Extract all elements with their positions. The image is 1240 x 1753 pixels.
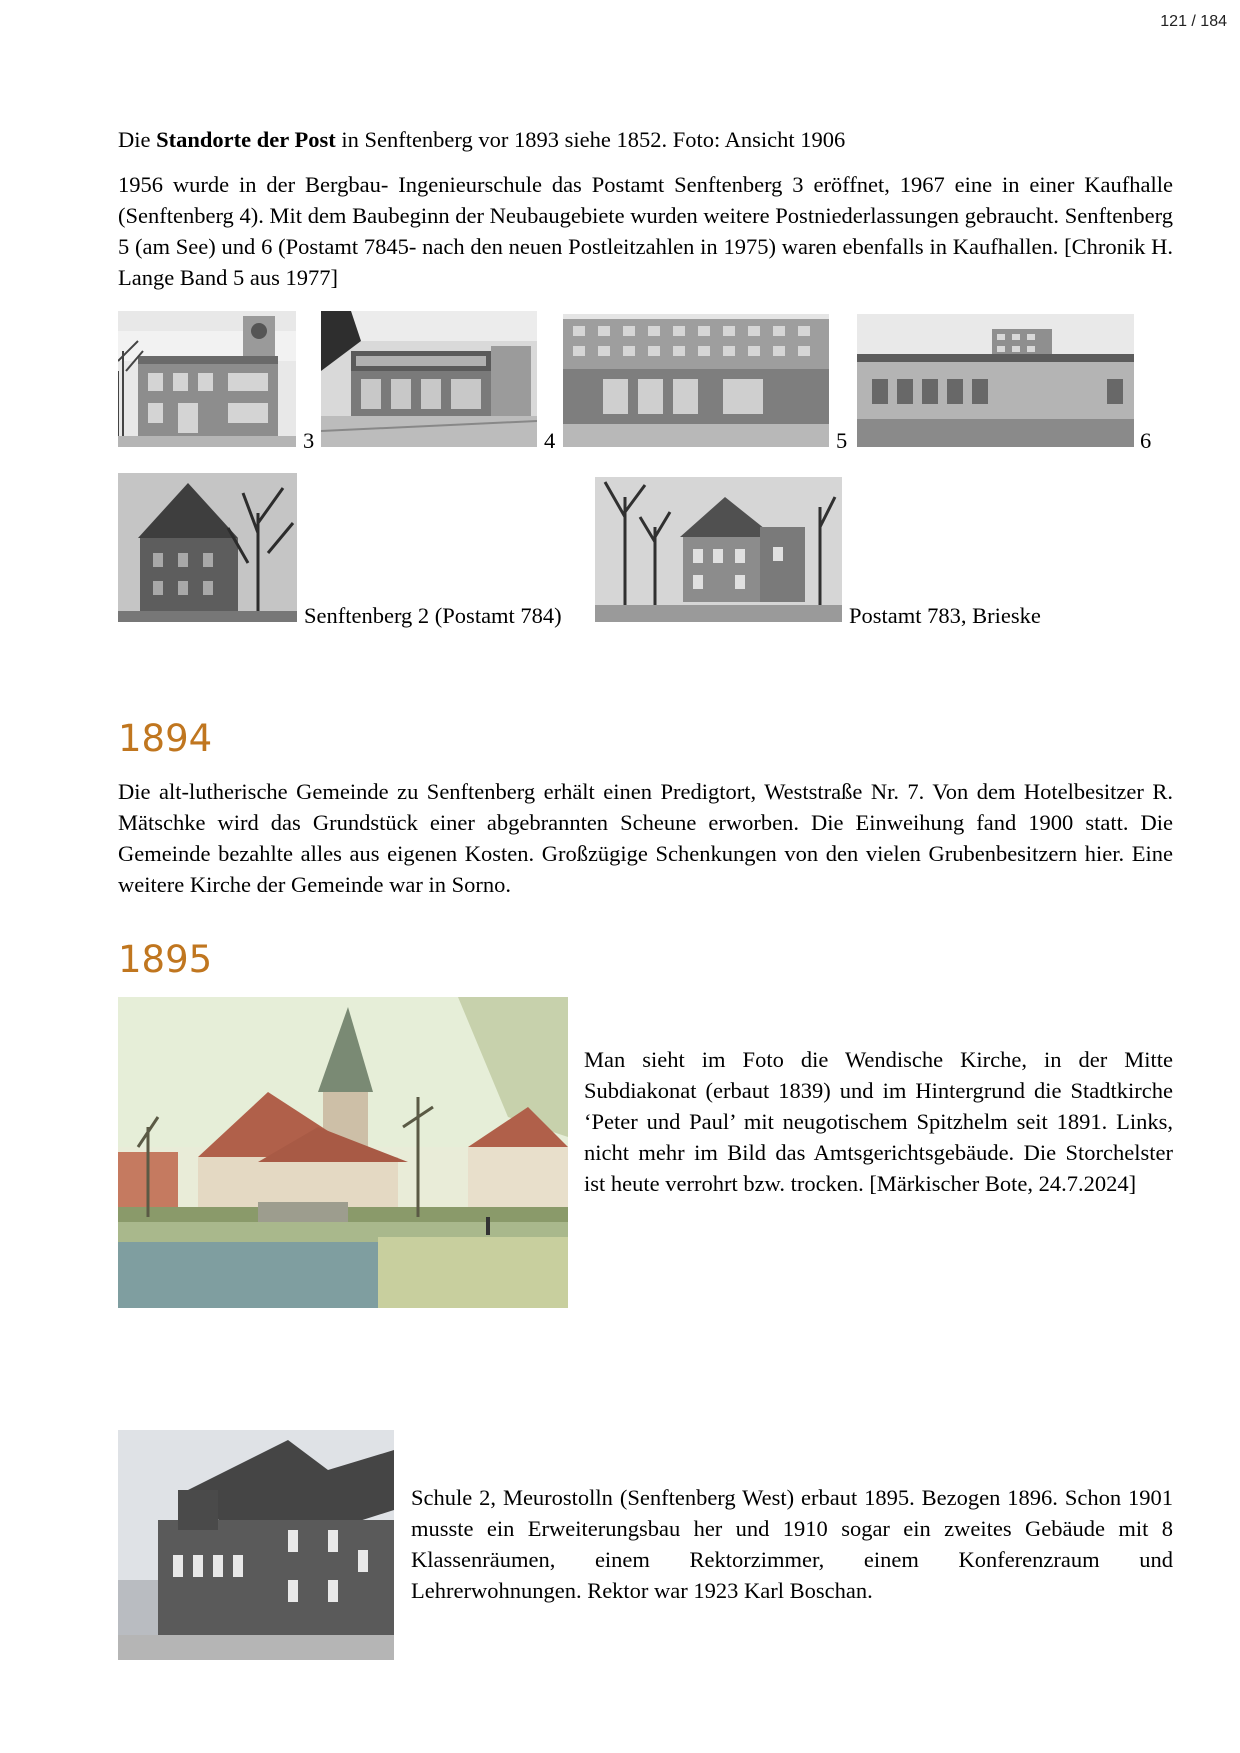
photo-postamt-4 [321,311,537,447]
photo-postamt-783 [595,477,842,622]
intro-suffix: in Senftenberg vor 1893 siehe 1852. Foto: Ansicht 1906 [335,127,846,152]
photo-label-senftenberg-2: Senftenberg 2 (Postamt 784) [304,603,562,628]
paragraph-1894: Die alt-lutherische Gemeinde zu Senftenberg erhält einen Predigtort, Weststraße Nr. 7. Von dem Hotelbesitzer R. Mätschke wird das Grundstück einer abgebrannten Scheune erworben. Die Einweihung fand 1900 statt. Die Gemeinde bezahlte alles aus eigenen Kosten. Großzügige Schenkungen von den vielen Grubenbesitzern hier. Eine weitere Kirche der Gemeinde war in Sorno. [118,779,1173,897]
photo-label-postamt-783: Postamt 783, Brieske [849,603,1041,628]
photo-wendische-kirche [118,997,568,1308]
intro-prefix: Die [118,127,157,152]
intro-bold: Standorte der Post [156,127,336,152]
photo-label-3: 3 [303,428,315,453]
page-number: 121 / 184 [1160,13,1227,30]
year-heading-1894: 1894 [118,717,213,760]
photo-postamt-5 [563,314,829,447]
photo-postamt-3 [118,311,296,447]
photo-label-6: 6 [1140,428,1152,453]
church-caption: Man sieht im Foto die Wendische Kirche, in der Mitte Subdiakonat (erbaut 1839) und im Hintergrund die Stadtkirche ‘Peter und Paul’ mit neugotischem Spitzhelm seit 1891. Links, nicht mehr im Bild das Amtsgerichtsgebäude. Die Storchelster ist heute verrohrt bzw. trocken. [Märkischer Bote, 24.7.2024] [584,1047,1173,1196]
photo-label-4: 4 [544,428,556,453]
photo-senftenberg-2 [118,473,297,622]
paragraph-1956: 1956 wurde in der Bergbau- Ingenieurschule das Postamt Senftenberg 3 eröffnet, 1967 eine in einer Kaufhalle (Senftenberg 4). Mit dem Baubeginn der Neubaugebiete wurden weitere Postniederlassungen gebraucht. Senftenberg 5 (am See) und 6 (Postamt 7845- nach den neuen Postleitzahlen in 1975) waren ebenfalls in Kaufhallen. [Chronik H. Lange Band 5 aus 1977] [118,172,1173,290]
photo-postamt-6 [857,314,1134,447]
intro-paragraph [118,124,1173,155]
school-caption: Schule 2, Meurostolln (Senftenberg West) erbaut 1895. Bezogen 1896. Schon 1901 musste ein Erweiterungsbau her und 1910 sogar ein zweites Gebäude mit 8 Klassenräumen, einem Rektorzimmer, einem Konferenzraum und Lehrerwohnungen. Rektor war 1923 Karl Boschan. [411,1485,1173,1603]
photo-schule-2 [118,1430,394,1660]
photo-label-5: 5 [836,428,848,453]
year-heading-1895: 1895 [118,938,213,981]
